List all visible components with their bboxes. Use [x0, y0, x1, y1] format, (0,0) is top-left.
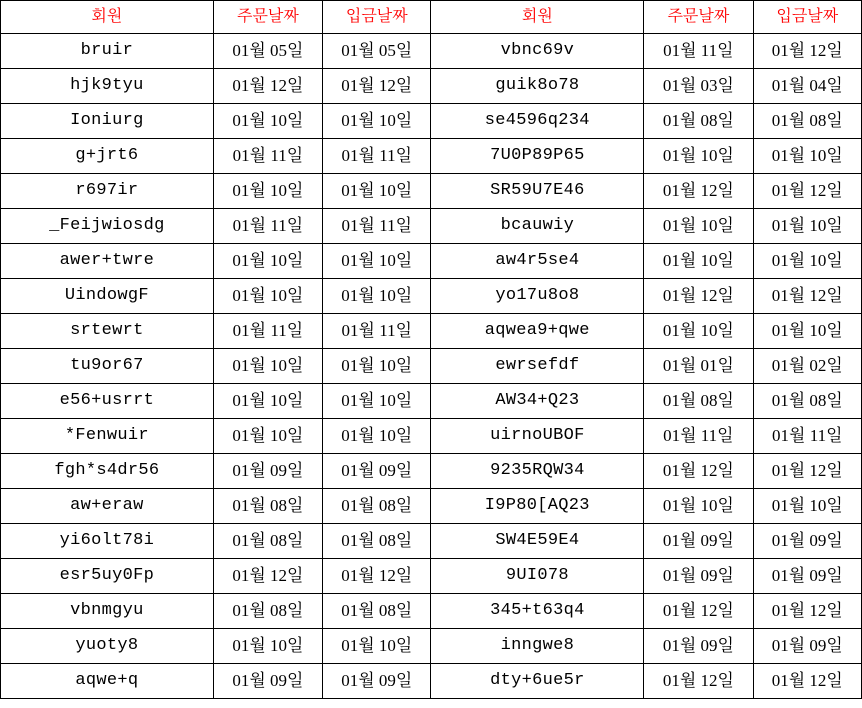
cell-member-left: awer+twre	[1, 244, 214, 279]
cell-order-date-left: 01월 08일	[213, 594, 322, 629]
table-row	[1, 419, 862, 454]
cell-pay-date-right: 01월 09일	[753, 629, 861, 664]
cell-member-left: e56+usrrt	[1, 384, 214, 419]
cell-pay-date-right: 01월 09일	[753, 524, 861, 559]
cell-member-right: aqwea9+qwe	[431, 314, 644, 349]
table-row	[1, 594, 862, 629]
cell-pay-date-right: 01월 12일	[753, 454, 861, 489]
cell-pay-date-right: 01월 10일	[753, 489, 861, 524]
cell-member-left: tu9or67	[1, 349, 214, 384]
cell-order-date-left: 01월 10일	[213, 419, 322, 454]
cell-member-right: AW34+Q23	[431, 384, 644, 419]
table-row	[1, 34, 862, 69]
cell-order-date-right: 01월 10일	[644, 209, 753, 244]
cell-order-date-right: 01월 10일	[644, 139, 753, 174]
cell-member-left: srtewrt	[1, 314, 214, 349]
cell-member-right: dty+6ue5r	[431, 664, 644, 699]
cell-pay-date-left: 01월 08일	[323, 489, 431, 524]
header-member-right: 회원	[431, 1, 644, 34]
cell-member-right: ewrsefdf	[431, 349, 644, 384]
cell-pay-date-right: 01월 10일	[753, 244, 861, 279]
cell-order-date-right: 01월 09일	[644, 559, 753, 594]
cell-pay-date-right: 01월 10일	[753, 209, 861, 244]
cell-order-date-left: 01월 10일	[213, 629, 322, 664]
cell-member-right: 9235RQW34	[431, 454, 644, 489]
cell-order-date-right: 01월 10일	[644, 244, 753, 279]
cell-order-date-right: 01월 12일	[644, 664, 753, 699]
cell-order-date-left: 01월 10일	[213, 349, 322, 384]
cell-order-date-left: 01월 05일	[213, 34, 322, 69]
cell-member-left: yi6olt78i	[1, 524, 214, 559]
cell-order-date-left: 01월 10일	[213, 279, 322, 314]
cell-order-date-right: 01월 11일	[644, 34, 753, 69]
cell-order-date-right: 01월 12일	[644, 454, 753, 489]
cell-pay-date-left: 01월 08일	[323, 524, 431, 559]
cell-order-date-left: 01월 09일	[213, 454, 322, 489]
cell-member-right: 9UI078	[431, 559, 644, 594]
cell-pay-date-left: 01월 11일	[323, 314, 431, 349]
cell-order-date-left: 01월 10일	[213, 104, 322, 139]
cell-order-date-right: 01월 12일	[644, 594, 753, 629]
table-row	[1, 244, 862, 279]
cell-pay-date-left: 01월 09일	[323, 454, 431, 489]
cell-pay-date-left: 01월 12일	[323, 69, 431, 104]
cell-pay-date-right: 01월 11일	[753, 419, 861, 454]
table-row	[1, 629, 862, 664]
header-member-left: 회원	[1, 1, 214, 34]
cell-pay-date-left: 01월 12일	[323, 559, 431, 594]
cell-pay-date-right: 01월 12일	[753, 279, 861, 314]
cell-member-right: SW4E59E4	[431, 524, 644, 559]
cell-order-date-right: 01월 12일	[644, 174, 753, 209]
cell-member-right: vbnc69v	[431, 34, 644, 69]
header-pay-date-left: 입금날짜	[323, 1, 431, 34]
cell-member-left: *Fenwuir	[1, 419, 214, 454]
cell-pay-date-left: 01월 11일	[323, 209, 431, 244]
cell-member-left: g+jrt6	[1, 139, 214, 174]
table-row	[1, 69, 862, 104]
cell-member-left: aw+eraw	[1, 489, 214, 524]
cell-member-right: aw4r5se4	[431, 244, 644, 279]
cell-member-right: uirnoUBOF	[431, 419, 644, 454]
cell-member-left: bruir	[1, 34, 214, 69]
cell-pay-date-right: 01월 04일	[753, 69, 861, 104]
cell-member-left: hjk9tyu	[1, 69, 214, 104]
cell-pay-date-right: 01월 12일	[753, 34, 861, 69]
cell-member-right: yo17u8o8	[431, 279, 644, 314]
cell-pay-date-left: 01월 10일	[323, 244, 431, 279]
cell-pay-date-left: 01월 10일	[323, 384, 431, 419]
cell-order-date-right: 01월 08일	[644, 104, 753, 139]
cell-member-right: 7U0P89P65	[431, 139, 644, 174]
table-header	[1, 1, 862, 34]
cell-member-left: _Feijwiosdg	[1, 209, 214, 244]
cell-order-date-left: 01월 11일	[213, 139, 322, 174]
cell-pay-date-left: 01월 11일	[323, 139, 431, 174]
cell-member-right: SR59U7E46	[431, 174, 644, 209]
cell-pay-date-left: 01월 10일	[323, 349, 431, 384]
cell-member-right: I9P80[AQ23	[431, 489, 644, 524]
cell-order-date-right: 01월 11일	[644, 419, 753, 454]
cell-pay-date-right: 01월 08일	[753, 384, 861, 419]
cell-member-left: yuoty8	[1, 629, 214, 664]
cell-pay-date-left: 01월 10일	[323, 629, 431, 664]
cell-order-date-left: 01월 09일	[213, 664, 322, 699]
table-row	[1, 279, 862, 314]
cell-pay-date-right: 01월 12일	[753, 664, 861, 699]
cell-order-date-right: 01월 09일	[644, 629, 753, 664]
cell-pay-date-right: 01월 09일	[753, 559, 861, 594]
cell-order-date-right: 01월 12일	[644, 279, 753, 314]
cell-order-date-right: 01월 10일	[644, 314, 753, 349]
cell-member-right: guik8o78	[431, 69, 644, 104]
cell-order-date-right: 01월 08일	[644, 384, 753, 419]
table-row	[1, 454, 862, 489]
cell-order-date-left: 01월 10일	[213, 384, 322, 419]
table-row	[1, 664, 862, 699]
table-row	[1, 314, 862, 349]
cell-pay-date-left: 01월 05일	[323, 34, 431, 69]
cell-order-date-left: 01월 08일	[213, 489, 322, 524]
cell-order-date-left: 01월 10일	[213, 174, 322, 209]
cell-member-right: 345+t63q4	[431, 594, 644, 629]
header-order-date-left: 주문날짜	[213, 1, 322, 34]
cell-order-date-right: 01월 03일	[644, 69, 753, 104]
cell-order-date-right: 01월 01일	[644, 349, 753, 384]
table-row	[1, 139, 862, 174]
cell-member-left: vbnmgyu	[1, 594, 214, 629]
cell-pay-date-right: 01월 10일	[753, 139, 861, 174]
cell-order-date-left: 01월 12일	[213, 69, 322, 104]
cell-member-left: r697ir	[1, 174, 214, 209]
cell-pay-date-left: 01월 10일	[323, 174, 431, 209]
cell-member-left: fgh*s4dr56	[1, 454, 214, 489]
table-header-row	[1, 1, 862, 34]
header-pay-date-right: 입금날짜	[753, 1, 861, 34]
cell-pay-date-right: 01월 12일	[753, 594, 861, 629]
cell-pay-date-left: 01월 10일	[323, 104, 431, 139]
cell-order-date-right: 01월 10일	[644, 489, 753, 524]
cell-order-date-left: 01월 12일	[213, 559, 322, 594]
table-row	[1, 524, 862, 559]
cell-member-left: Ioniurg	[1, 104, 214, 139]
table-row	[1, 104, 862, 139]
table-row	[1, 349, 862, 384]
cell-pay-date-right: 01월 12일	[753, 174, 861, 209]
header-order-date-right: 주문날짜	[644, 1, 753, 34]
cell-order-date-left: 01월 11일	[213, 314, 322, 349]
cell-member-right: se4596q234	[431, 104, 644, 139]
cell-pay-date-left: 01월 10일	[323, 279, 431, 314]
cell-member-left: aqwe+q	[1, 664, 214, 699]
table-row	[1, 384, 862, 419]
cell-pay-date-right: 01월 10일	[753, 314, 861, 349]
cell-member-right: bcauwiy	[431, 209, 644, 244]
cell-order-date-left: 01월 11일	[213, 209, 322, 244]
cell-member-left: UindowgF	[1, 279, 214, 314]
cell-order-date-right: 01월 09일	[644, 524, 753, 559]
cell-order-date-left: 01월 10일	[213, 244, 322, 279]
cell-pay-date-left: 01월 10일	[323, 419, 431, 454]
cell-pay-date-right: 01월 02일	[753, 349, 861, 384]
table-row	[1, 209, 862, 244]
cell-member-left: esr5uy0Fp	[1, 559, 214, 594]
table-body	[1, 34, 862, 699]
cell-pay-date-left: 01월 09일	[323, 664, 431, 699]
cell-member-right: inngwe8	[431, 629, 644, 664]
cell-pay-date-left: 01월 08일	[323, 594, 431, 629]
cell-pay-date-right: 01월 08일	[753, 104, 861, 139]
table-row	[1, 174, 862, 209]
table-row	[1, 559, 862, 594]
cell-order-date-left: 01월 08일	[213, 524, 322, 559]
table-row	[1, 489, 862, 524]
